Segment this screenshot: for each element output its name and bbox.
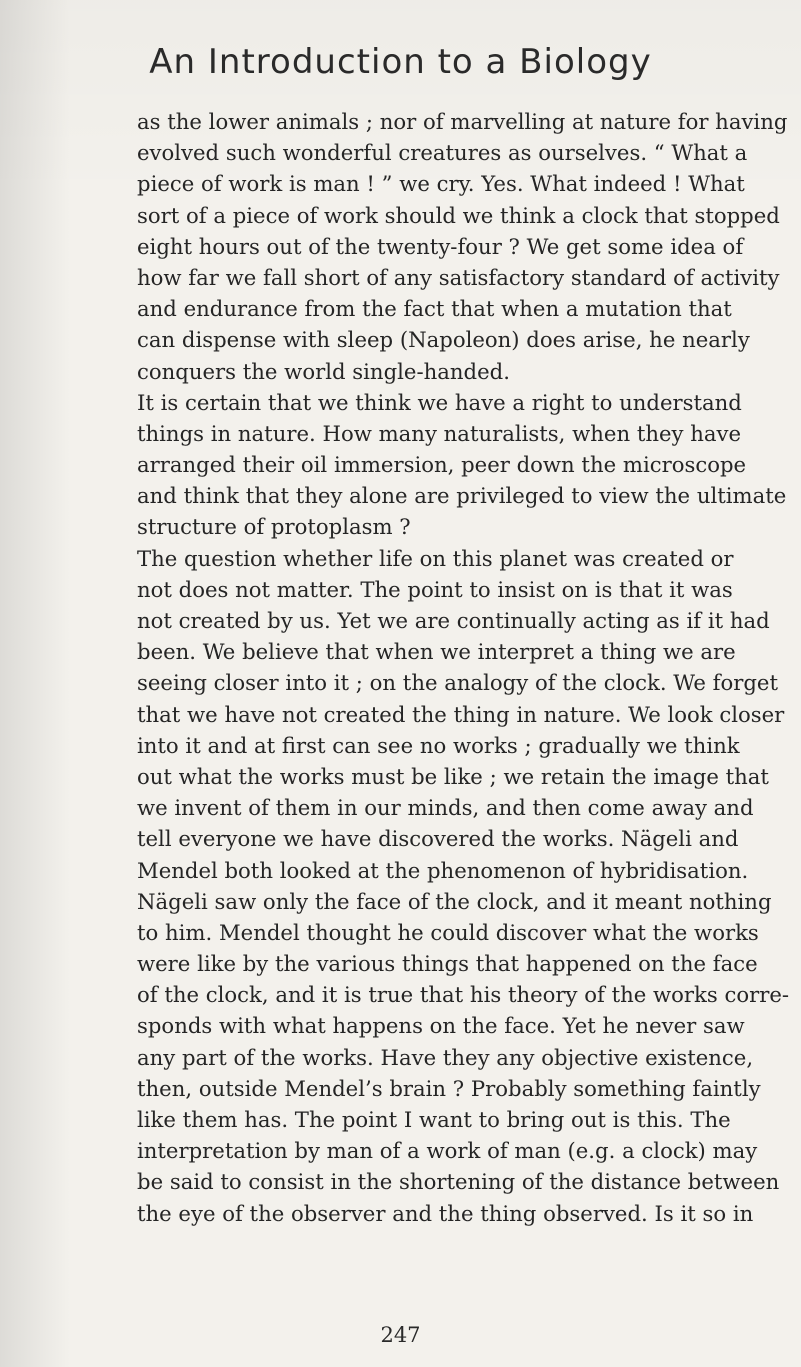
running-title: An Introduction to a Biology	[149, 42, 652, 82]
text-line: and endurance from the fact that when a mutation that	[137, 296, 732, 322]
text-line: seeing closer into it ; on the analogy of the clock. We forget	[137, 670, 778, 696]
text-line: as the lower animals ; nor of marvelling at nature for having	[137, 109, 788, 134]
text-line: been. We believe that when we interpret a thing we are	[137, 639, 736, 665]
text-line: can dispense with sleep (Napoleon) does arise, he nearly	[137, 327, 750, 353]
text-line: not does not matter. The point to insist on is that it was	[137, 576, 733, 602]
text-line: be said to consist in the shortening of the distance between	[137, 1169, 780, 1195]
text-line: the eye of the observer and the thing observed. Is it so in	[137, 1200, 754, 1226]
text-line: of the clock, and it is true that his theory of the works corre-	[137, 982, 790, 1008]
text-line: and think that they alone are privileged to view the ultimate	[137, 483, 787, 509]
text-line: sponds with what happens on the face. Yet he never saw	[137, 1013, 745, 1039]
text-line: tell everyone we have discovered the works. Nägeli and	[137, 826, 739, 852]
text-line: It is certain that we think we have a right to understand	[137, 389, 742, 415]
text-line: we invent of them in our minds, and then come away and	[137, 795, 754, 821]
body-text	[137, 106, 790, 1229]
page-number: 247	[380, 1323, 421, 1347]
text-line: sort of a piece of work should we think a clock that stopped	[137, 202, 780, 228]
text-line: piece of work is man ! ” we cry. Yes. What indeed ! What	[137, 171, 745, 197]
text-line: Mendel both looked at the phenomenon of hybridisation.	[137, 857, 749, 883]
text-line: conquers the world single-handed.	[137, 358, 510, 384]
text-line: eight hours out of the twenty-four ? We get some idea of	[137, 233, 744, 259]
text-line: Nägeli saw only the face of the clock, and it meant nothing	[137, 888, 772, 914]
text-line: how far we fall short of any satisfactory standard of activity	[137, 264, 780, 290]
text-line: The question whether life on this planet was created or	[137, 545, 734, 571]
text-line: to him. Mendel thought he could discover what the works	[137, 919, 759, 945]
text-line: out what the works must be like ; we retain the image that	[137, 763, 769, 789]
text-line: then, outside Mendel’s brain ? Probably something faintly	[137, 1075, 761, 1101]
text-line: things in nature. How many naturalists, when they have	[137, 420, 742, 446]
text-line: into it and at first can see no works ; gradually we think	[137, 732, 740, 758]
text-line: structure of protoplasm ?	[137, 514, 411, 540]
text-line: not created by us. Yet we are continually acting as if it had	[137, 608, 770, 633]
text-line: like them has. The point I want to bring out is this. The	[137, 1107, 731, 1132]
text-line: arranged their oil immersion, peer down the microscope	[137, 452, 747, 478]
text-line: interpretation by man of a work of man (e.g. a clock) may	[137, 1138, 758, 1164]
text-line: any part of the works. Have they any objective existence,	[137, 1044, 754, 1070]
text-line: that we have not created the thing in nature. We look closer	[137, 701, 785, 727]
text-line: were like by the various things that happened on the face	[137, 951, 758, 977]
text-line: evolved such wonderful creatures as ourselves. “ What a	[137, 140, 748, 166]
